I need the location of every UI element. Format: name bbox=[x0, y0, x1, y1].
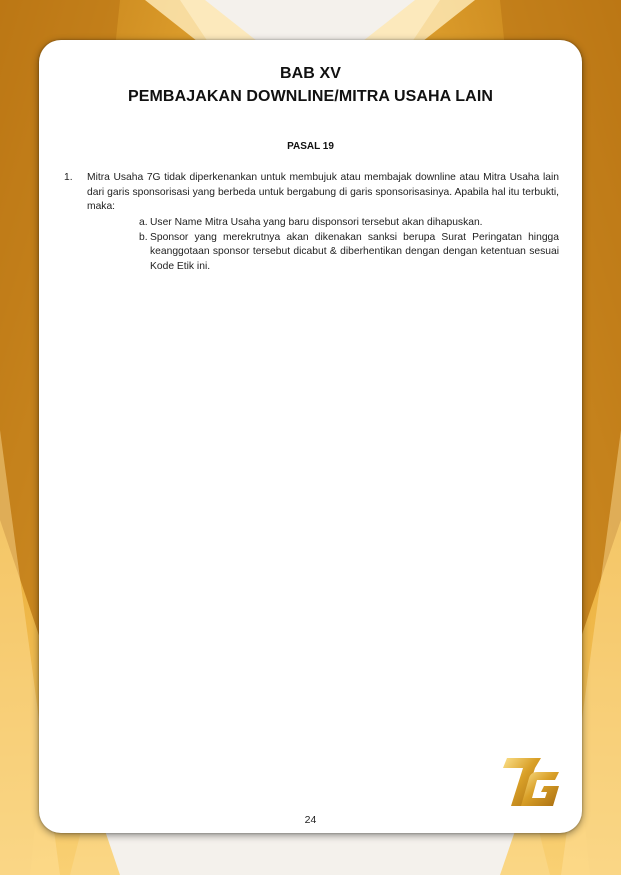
sub-item-text: User Name Mitra Usaha yang baru disponsori tersebut akan dihapuskan. bbox=[150, 217, 483, 228]
chapter-number: BAB XV bbox=[279, 65, 342, 82]
chapter-title: PEMBAJAKAN DOWNLINE/MITRA USAHA LAIN bbox=[127, 88, 494, 105]
sub-item-letter: b. bbox=[139, 231, 148, 243]
article-heading: PASAL 19 bbox=[287, 141, 334, 152]
list-item bbox=[64, 171, 559, 215]
page-number: 24 bbox=[304, 814, 317, 826]
7g-logo-icon bbox=[497, 750, 563, 812]
sub-item-letter: a. bbox=[139, 217, 148, 228]
sub-list bbox=[139, 216, 559, 274]
list-item-number: 1. bbox=[64, 172, 73, 183]
page-card bbox=[39, 40, 582, 833]
sub-list-item bbox=[139, 216, 559, 231]
sub-item-text: Sponsor yang merekrutnya akan dikenakan sanksi berupa Surat Peringatan hingga keanggotaan sponsor tersebut dicabut & diberhentikan dengan dengan ketentuan sesuai Kode Etik ini. bbox=[150, 231, 559, 272]
list-item-text: Mitra Usaha 7G tidak diperkenankan untuk membujuk atau membajak downline atau Mitra Usaha lain dari garis sponsorisasi yang berbeda untuk bergabung di garis sponsorisasinya. Apabila hal itu terbukti, maka: bbox=[87, 172, 559, 212]
sub-list-item bbox=[139, 231, 559, 275]
